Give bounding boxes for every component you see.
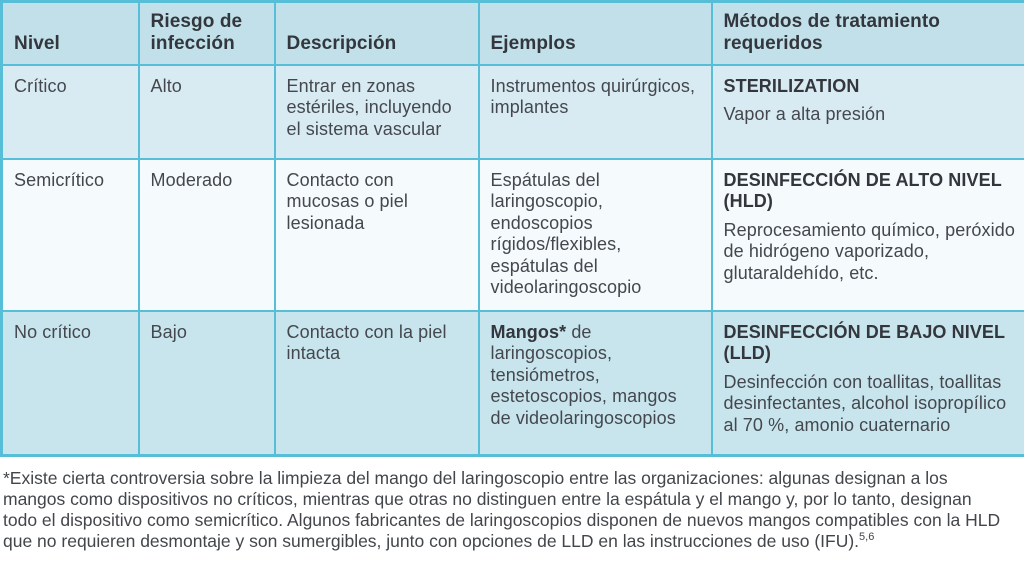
ejemplos-destacado: Mangos* (490, 322, 567, 343)
header-metodos: Métodos de tratamiento requeridos (712, 2, 1024, 66)
metodo-titulo: STERILIZATION (723, 76, 860, 97)
cell-riesgo: Moderado (139, 159, 275, 311)
table-row-nocritico (2, 311, 1024, 455)
cell-ejemplos (479, 311, 712, 455)
footnote-superscript: 5,6 (859, 530, 875, 543)
cell-metodo (712, 159, 1024, 311)
header-nivel: Nivel (2, 2, 139, 66)
cell-nivel: No crítico (2, 311, 139, 455)
cell-descripcion: Contacto con mucosas o piel lesionada (275, 159, 479, 311)
metodo-detalle: Vapor a alta presión (723, 104, 886, 125)
metodo-titulo: DESINFECCIÓN DE BAJO NIVEL (LLD) (723, 322, 1005, 364)
footnote-text: *Existe cierta controversia sobre la limpieza del mango del laringoscopio entre las organizaciones: algunas designan a los mangos como dispositivos no críticos, mientras que otras no distinguen entre la espátula y el mango y, por lo tanto, designan todo el dispositivo como semicrítico. Algunos fabricantes de laringoscopios disponen de nuevos mangos compatibles con la HLD que no requieren desmontaje y son sumergibles, junto con opciones de LLD en las instrucciones de uso (IFU). (3, 467, 1001, 551)
table-row-critico (2, 65, 1024, 159)
metodo-detalle: Reprocesamiento químico, peróxido de hidrógeno vaporizado, glutaraldehído, etc. (723, 219, 1015, 283)
cell-nivel: Semicrítico (2, 159, 139, 311)
footnote (0, 457, 1015, 552)
table-row-semicritico (2, 159, 1024, 311)
metodo-titulo: DESINFECCIÓN DE ALTO NIVEL (HLD) (723, 170, 1002, 212)
table-header-row (2, 2, 1024, 66)
cell-descripcion: Entrar en zonas estériles, incluyendo el sistema vascular (275, 65, 479, 159)
cell-ejemplos: Instrumentos quirúrgicos, implantes (479, 65, 712, 159)
cell-nivel: Crítico (2, 65, 139, 159)
cell-riesgo: Alto (139, 65, 275, 159)
header-riesgo-infeccion: Riesgo de infección (139, 2, 275, 66)
ejemplos-resto: de laringoscopios, tensiómetros, estetoscopios, mangos de videolaringoscopios (490, 322, 677, 428)
cell-descripcion: Contacto con la piel intacta (275, 311, 479, 455)
cell-metodo (712, 311, 1024, 455)
metodo-detalle: Desinfección con toallitas, toallitas desinfectantes, alcohol isopropílico al 70 %, amonio cuaternario (723, 371, 1007, 435)
cell-riesgo: Bajo (139, 311, 275, 455)
cell-ejemplos: Espátulas del laringoscopio, endoscopios rígidos/flexibles, espátulas del videolaringoscopio (479, 159, 712, 311)
header-descripcion: Descripción (275, 2, 479, 66)
cell-metodo (712, 65, 1024, 159)
header-ejemplos: Ejemplos (479, 2, 712, 66)
